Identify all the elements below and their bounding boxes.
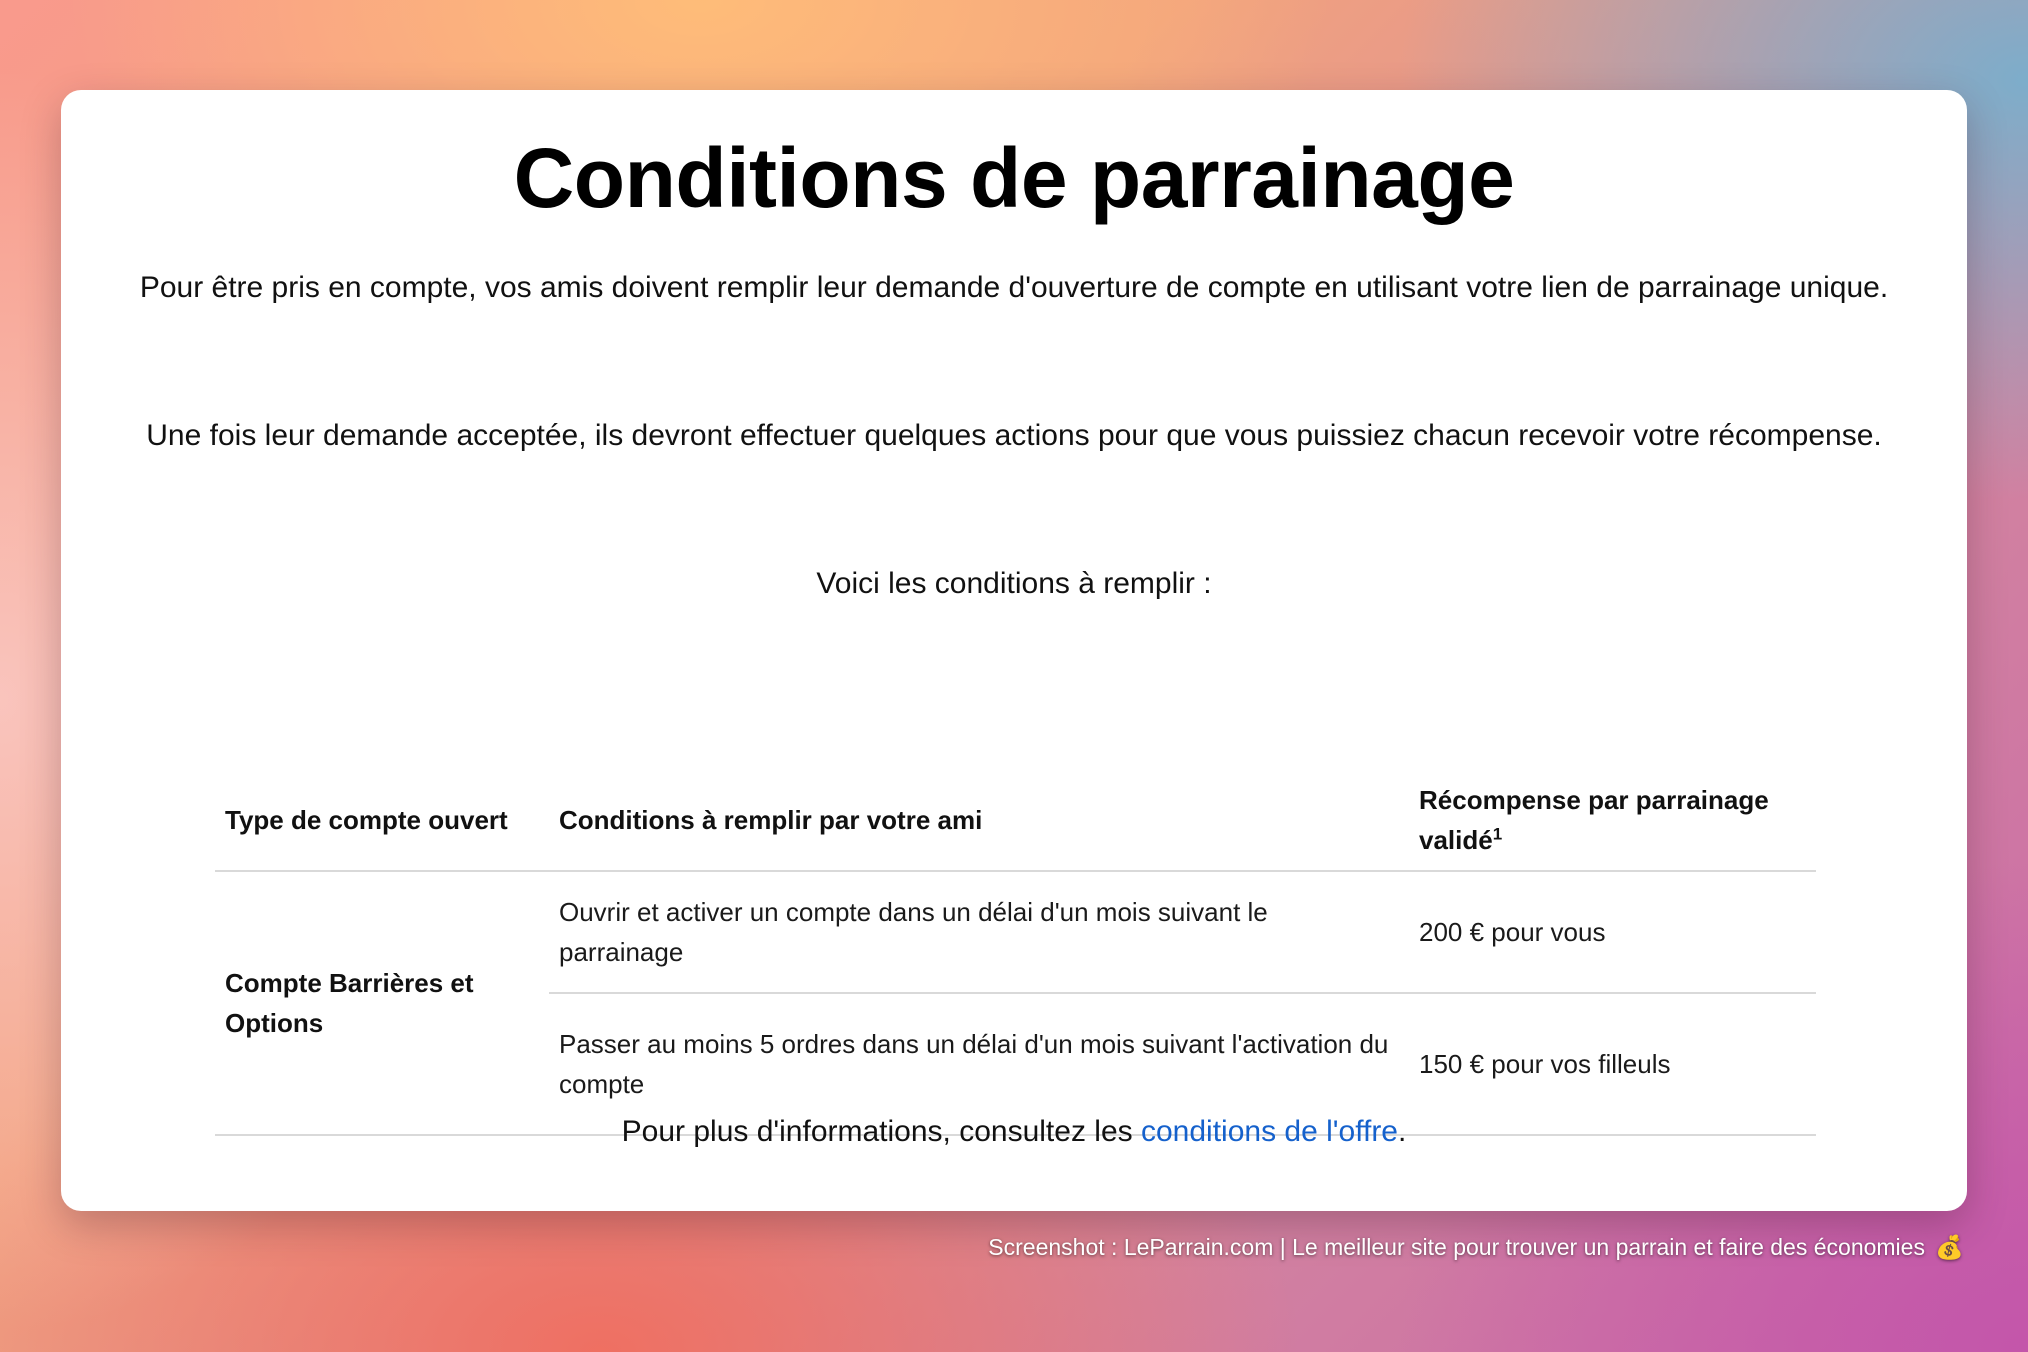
header-reward [1409,770,1816,871]
reward-cell: 200 € pour vous [1409,871,1816,993]
acceptance-paragraph: Une fois leur demande acceptée, ils devront effectuer quelques actions pour que vous puissiez chacun recevoir votre récompense. [146,419,1882,452]
money-bag-icon: 💰 [1935,1234,1964,1260]
condition-cell: Ouvrir et activer un compte dans un délai d'un mois suivant le parrainage [549,871,1409,993]
table-header-row [215,770,1816,871]
reward-footnote-marker: 1 [1492,824,1503,844]
condition-cell: Passer au moins 5 ordres dans un délai d'un mois suivant l'activation du compte [549,993,1409,1135]
referral-conditions-card [61,90,1967,1211]
more-info-text: Pour plus d'informations, consultez les [621,1115,1141,1148]
conditions-intro: Voici les conditions à remplir : [816,567,1212,600]
conditions-table [215,770,1816,1136]
header-account-type: Type de compte ouvert [215,770,549,871]
header-reward-label: Récompense par parrainage validé [1419,785,1769,855]
header-conditions: Conditions à remplir par votre ami [549,770,1409,871]
page-title: Conditions de parrainage [513,131,1515,225]
offer-conditions-link[interactable]: conditions de l'offre [1140,1115,1398,1148]
intro-paragraph: Pour être pris en compte, vos amis doivent remplir leur demande d'ouverture de compte en utilisant votre lien de parrainage unique. [139,271,1889,304]
table-row [215,871,1816,993]
reward-cell: 150 € pour vos filleuls [1409,993,1816,1135]
watermark-text: Screenshot : LeParrain.com | Le meilleur site pour trouver un parrain et faire des économies [988,1234,1925,1260]
account-type-cell: Compte Barrières et Options [215,871,549,1135]
more-info-line [61,1110,1967,1154]
screenshot-watermark [988,1232,1964,1262]
more-info-period: . [1398,1115,1407,1148]
